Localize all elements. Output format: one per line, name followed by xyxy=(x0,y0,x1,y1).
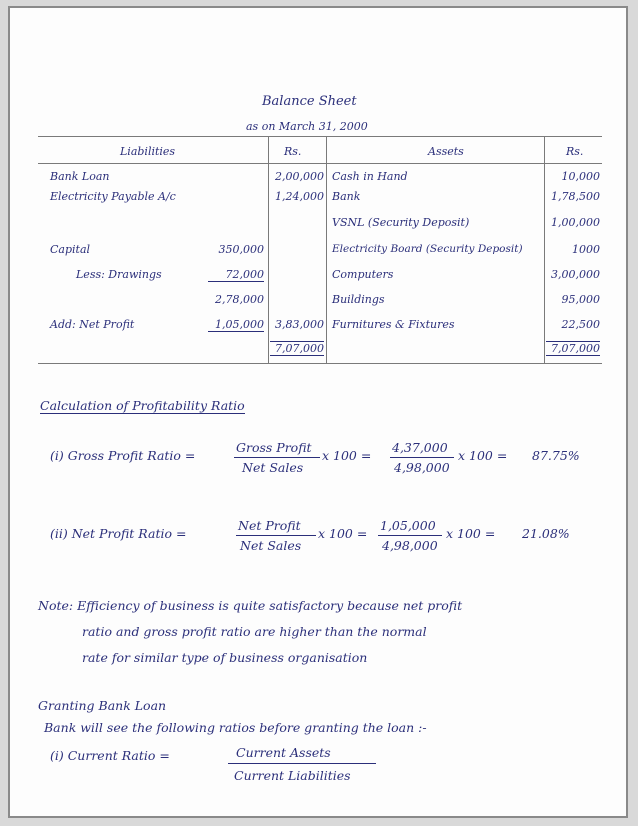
gross-ratio-x100-b: x 100 = xyxy=(458,448,508,463)
gross-ratio-den: Net Sales xyxy=(242,460,304,475)
header-rs-liabilities: Rs. xyxy=(284,145,302,158)
asset-label: VSNL (Security Deposit) xyxy=(332,216,470,229)
liab-electricity-label: Electricity Payable A/c xyxy=(50,190,176,203)
net-ratio-den-val: 4,98,000 xyxy=(382,538,438,553)
current-ratio-fraction-bar xyxy=(228,763,376,764)
gross-ratio-fraction-bar xyxy=(234,457,320,458)
assets-grand-total: 7,07,000 xyxy=(546,341,600,356)
net-ratio-num-val: 1,05,000 xyxy=(380,518,436,533)
gross-ratio-x100: x 100 = xyxy=(322,448,372,463)
gross-ratio-label: (i) Gross Profit Ratio = xyxy=(50,448,196,463)
asset-label: Electricity Board (Security Deposit) xyxy=(332,243,523,255)
asset-label: Bank xyxy=(332,190,361,203)
current-ratio-num: Current Assets xyxy=(236,745,331,760)
table-top-rule xyxy=(38,136,602,137)
asset-label: Buildings xyxy=(332,293,385,306)
liab-grand-total: 7,07,000 xyxy=(270,341,324,356)
net-ratio-fraction-bar xyxy=(236,535,316,536)
net-ratio-den: Net Sales xyxy=(240,538,302,553)
asset-amount: 1,78,500 xyxy=(551,190,600,203)
gross-ratio-result: 87.75% xyxy=(532,448,580,463)
net-ratio-result: 21.08% xyxy=(522,526,570,541)
header-assets: Assets xyxy=(428,145,464,158)
liab-bank-loan-amount: 2,00,000 xyxy=(275,170,324,183)
liab-drawings-amount: 72,000 xyxy=(208,268,264,282)
asset-amount: 22,500 xyxy=(561,318,600,331)
table-col-divider-1 xyxy=(268,136,269,363)
liab-capital-label: Capital xyxy=(50,243,91,256)
asset-amount: 10,000 xyxy=(561,170,600,183)
note-line-3: rate for similar type of business organisation xyxy=(82,650,368,665)
profitability-heading: Calculation of Profitability Ratio xyxy=(40,398,245,413)
gross-ratio-value-bar xyxy=(390,457,454,458)
current-ratio-label: (i) Current Ratio = xyxy=(50,748,170,763)
asset-amount: 3,00,000 xyxy=(551,268,600,281)
net-ratio-value-bar xyxy=(378,535,442,536)
header-rs-assets: Rs. xyxy=(566,145,584,158)
liab-electricity-amount: 1,24,000 xyxy=(275,190,324,203)
net-ratio-x100-b: x 100 = xyxy=(446,526,496,541)
table-bottom-rule xyxy=(38,363,602,364)
table-header-rule xyxy=(38,163,602,164)
note-line-2: ratio and gross profit ratio are higher than the normal xyxy=(82,624,427,639)
asset-label: Furnitures & Fixtures xyxy=(332,318,455,331)
net-ratio-label: (ii) Net Profit Ratio = xyxy=(50,526,187,541)
asset-label: Cash in Hand xyxy=(332,170,408,183)
current-ratio-den: Current Liabilities xyxy=(234,768,351,783)
liab-drawings-label: Less: Drawings xyxy=(76,268,162,281)
bank-loan-line-1: Bank will see the following ratios before granting the loan :- xyxy=(44,720,427,735)
net-ratio-num: Net Profit xyxy=(238,518,301,533)
liab-bank-loan-label: Bank Loan xyxy=(50,170,110,183)
bank-loan-heading: Granting Bank Loan xyxy=(38,698,167,713)
liab-subtotal: 2,78,000 xyxy=(215,293,264,306)
liab-total-after-profit: 3,83,000 xyxy=(275,318,324,331)
balance-sheet-title: Balance Sheet xyxy=(262,94,357,109)
table-col-divider-2 xyxy=(326,136,327,363)
handwritten-sheet xyxy=(8,6,628,818)
asset-amount: 1000 xyxy=(572,243,600,256)
balance-sheet-date: as on March 31, 2000 xyxy=(246,120,368,133)
net-ratio-x100: x 100 = xyxy=(318,526,368,541)
header-liabilities: Liabilities xyxy=(120,145,176,158)
asset-amount: 95,000 xyxy=(561,293,600,306)
table-col-divider-3 xyxy=(544,136,545,363)
asset-amount: 1,00,000 xyxy=(551,216,600,229)
gross-ratio-den-val: 4,98,000 xyxy=(394,460,450,475)
liab-capital-amount: 350,000 xyxy=(218,243,264,256)
gross-ratio-num-val: 4,37,000 xyxy=(392,440,448,455)
note-line-1: Note: Efficiency of business is quite satisfactory because net profit xyxy=(38,598,463,613)
liab-net-profit-label: Add: Net Profit xyxy=(50,318,135,331)
gross-ratio-num: Gross Profit xyxy=(236,440,312,455)
asset-label: Computers xyxy=(332,268,394,281)
liab-net-profit-amount: 1,05,000 xyxy=(208,318,264,332)
